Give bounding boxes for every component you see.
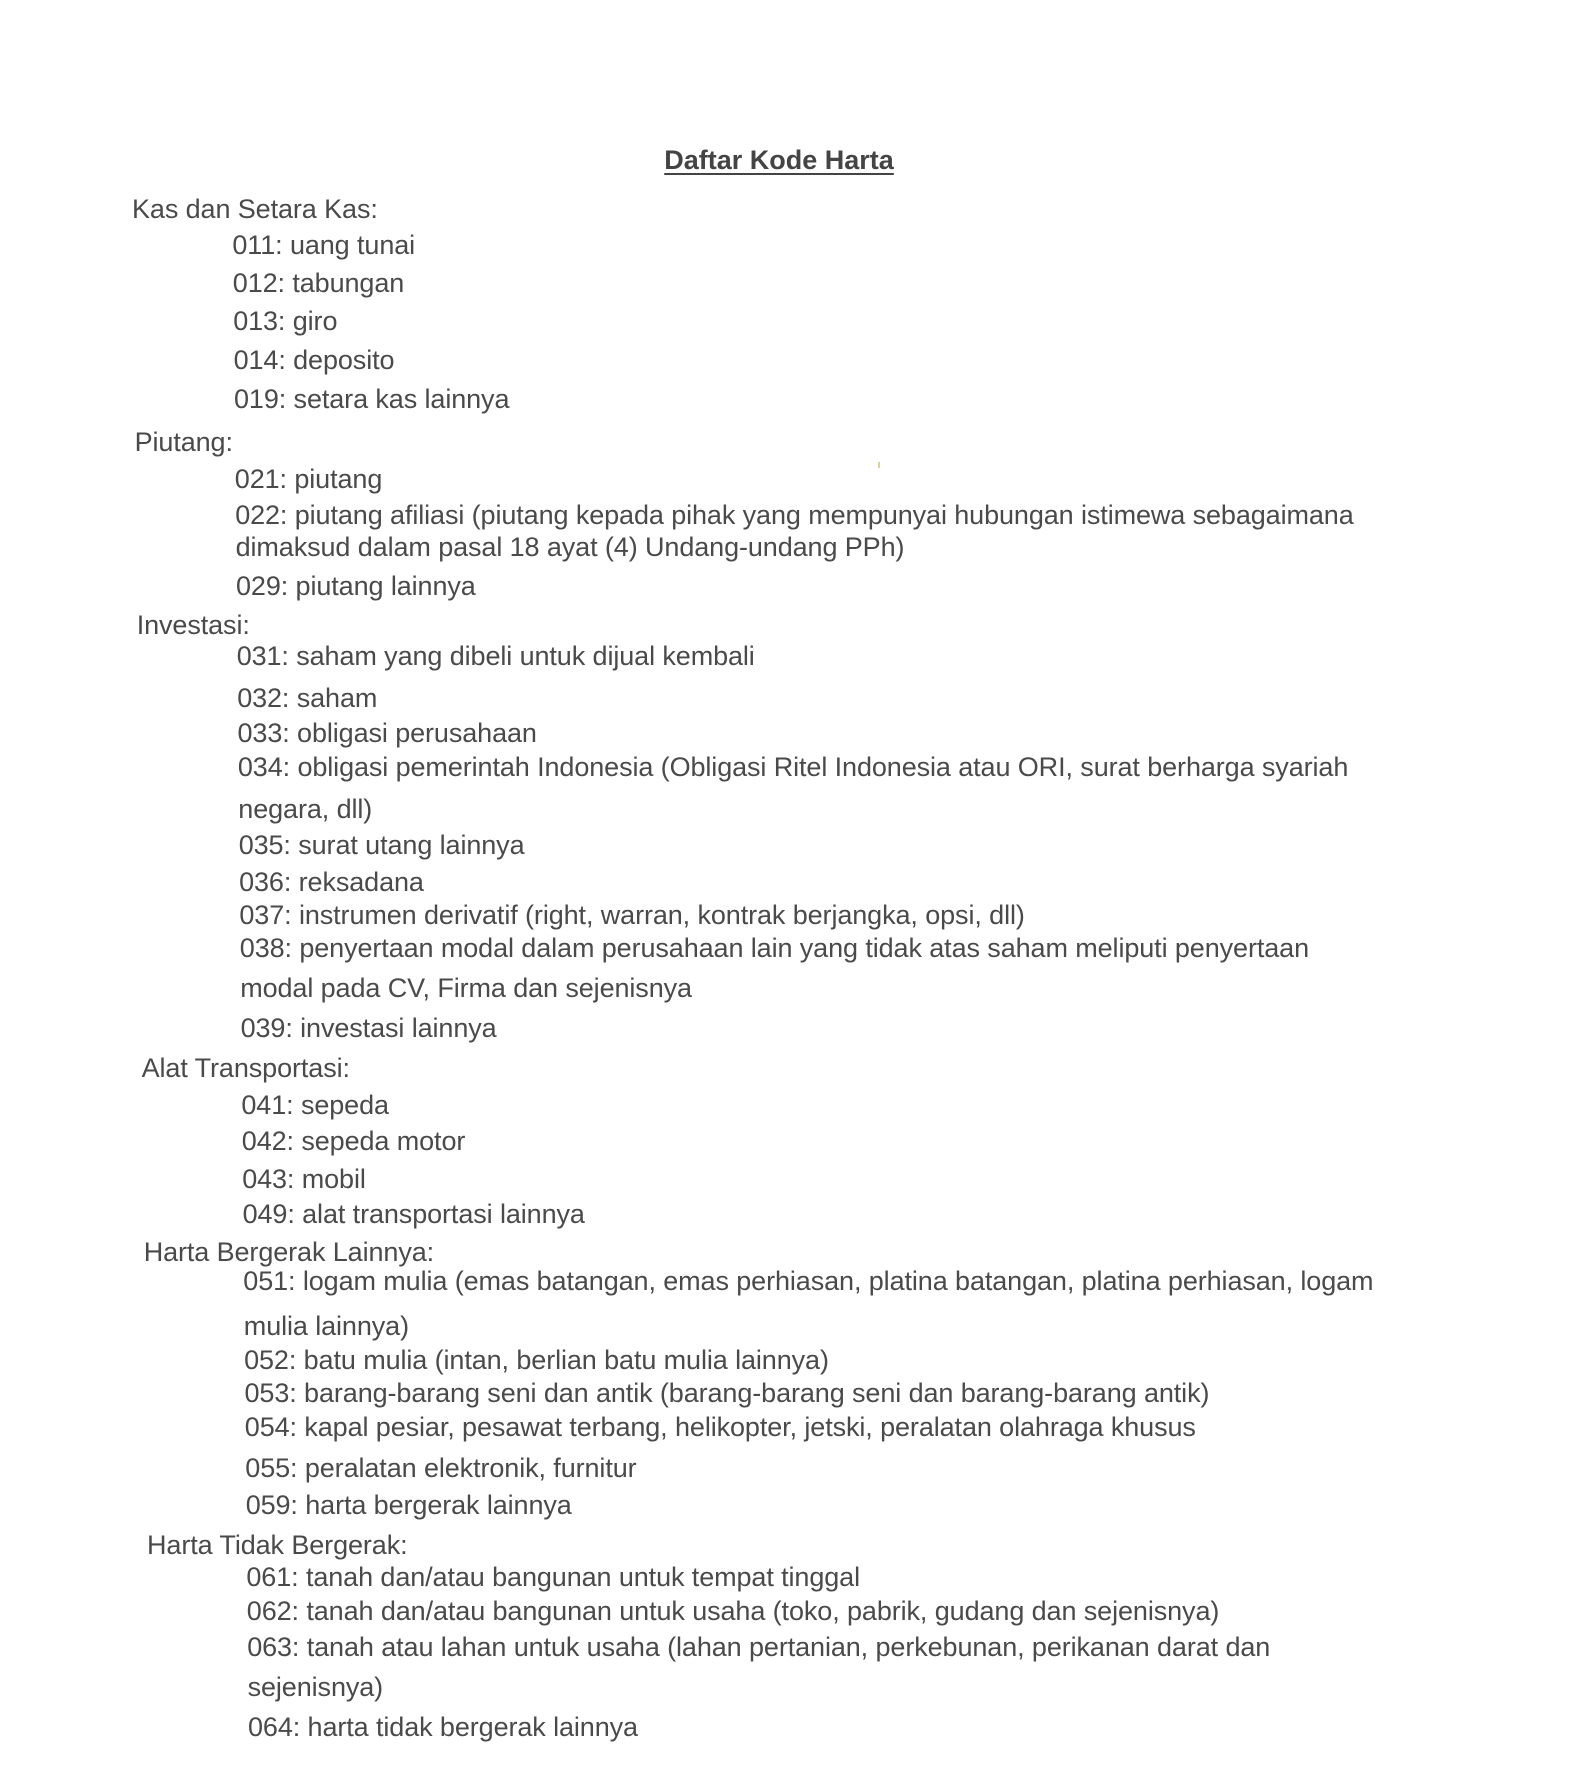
list-item-042: 042: sepeda motor [241,1126,466,1156]
section-heading-harta-bergerak-lainnya: Harta Bergerak Lainnya: [143,1237,435,1267]
list-item-043: 043: mobil [242,1164,366,1194]
list-item-038-continued: modal pada CV, Firma dan sejenisnya [240,973,692,1003]
list-item-013: 013: giro [233,306,338,336]
list-item-053: 053: barang-barang seni dan antik (barang-barang seni dan barang-barang antik) [244,1378,1210,1408]
list-item-055: 055: peralatan elektronik, furnitur [245,1453,637,1483]
list-item-021: 021: piutang [234,464,383,494]
list-item-022-continued: dimaksud dalam pasal 18 ayat (4) Undang-undang PPh) [235,532,905,562]
list-item-064: 064: harta tidak bergerak lainnya [248,1712,638,1742]
list-item-051-continued: mulia lainnya) [243,1311,409,1341]
list-item-037: 037: instrumen derivatif (right, warran, kontrak berjangka, opsi, dll) [239,900,1025,930]
list-item-011: 011: uang tunai [232,230,416,260]
list-item-059: 059: harta bergerak lainnya [245,1490,572,1520]
list-item-012: 012: tabungan [232,268,405,298]
document-title [0,147,1558,174]
list-item-063: 063: tanah atau lahan untuk usaha (lahan pertanian, perkebunan, perikanan darat dan [247,1632,1271,1662]
section-heading-alat-transportasi: Alat Transportasi: [141,1053,350,1083]
list-item-019: 019: setara kas lainnya [234,384,510,414]
list-item-038: 038: penyertaan modal dalam perusahaan lain yang tidak atas saham meliputi penyertaan [239,933,1309,963]
list-item-041: 041: sepeda [241,1090,389,1120]
section-heading-investasi: Investasi: [136,610,250,640]
list-item-029: 029: piutang lainnya [236,571,476,601]
list-item-054: 054: kapal pesiar, pesawat terbang, helikopter, jetski, peralatan olahraga khusus [244,1412,1196,1442]
list-item-022: 022: piutang afiliasi (piutang kepada pihak yang mempunyai hubungan istimewa sebagaimana [235,500,1354,530]
scan-speck [878,462,880,468]
list-item-014: 014: deposito [233,345,395,375]
list-item-036: 036: reksadana [239,867,424,897]
section-heading-kas: Kas dan Setara Kas: [132,194,378,224]
list-item-061: 061: tanah dan/atau bangunan untuk tempat tinggal [246,1562,860,1592]
list-item-033: 033: obligasi perusahaan [237,718,537,748]
list-item-051: 051: logam mulia (emas batangan, emas perhiasan, platina batangan, platina perhiasan, logam [243,1266,1374,1296]
list-item-034-continued: negara, dll) [238,794,373,824]
document-title-text: Daftar Kode Harta [664,145,894,175]
list-item-063-continued: sejenisnya) [247,1672,384,1702]
list-item-062: 062: tanah dan/atau bangunan untuk usaha (toko, pabrik, gudang dan sejenisnya) [246,1596,1220,1626]
list-item-035: 035: surat utang lainnya [238,830,525,860]
list-item-049: 049: alat transportasi lainnya [242,1199,585,1229]
section-heading-piutang: Piutang: [134,427,233,457]
list-item-032: 032: saham [237,683,378,713]
list-item-034: 034: obligasi pemerintah Indonesia (Obligasi Ritel Indonesia atau ORI, surat berharga syariah [237,752,1349,782]
list-item-031: 031: saham yang dibeli untuk dijual kembali [236,641,755,671]
section-heading-harta-tidak-bergerak: Harta Tidak Bergerak: [147,1530,408,1560]
list-item-039: 039: investasi lainnya [240,1013,497,1043]
list-item-052: 052: batu mulia (intan, berlian batu mulia lainnya) [244,1345,829,1375]
